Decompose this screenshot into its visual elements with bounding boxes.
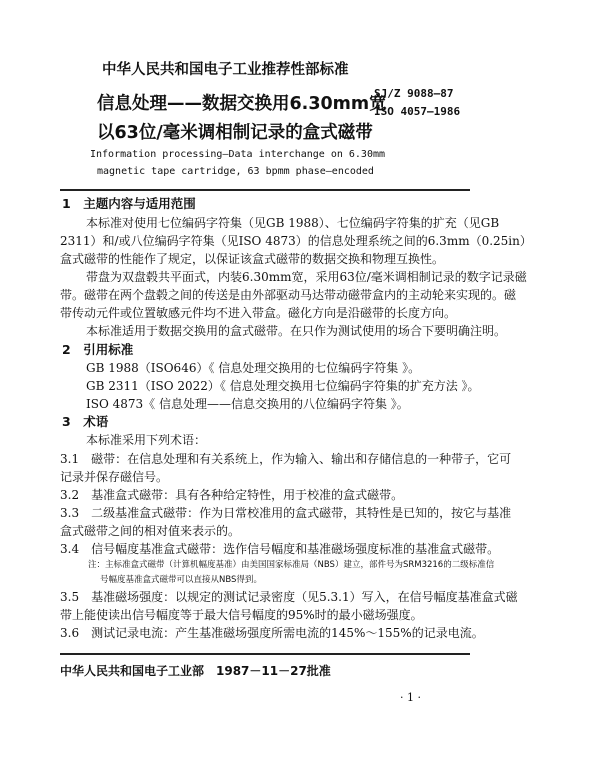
paragraph-line: 带。磁带在两个盘毂之间的传送是由外部驱动马达带动磁带盒内的主动轮来实现的。磁 bbox=[60, 288, 517, 302]
note-line: 注：主标准盒式磁带（计算机幅度基准）由美国国家标准局（NBS）建立，部件号为SRM3216的二级标准信 bbox=[88, 560, 495, 570]
reference-item: GB 1988（ISO646）《 信息处理交换用的七位编码字符集 》。 bbox=[86, 361, 421, 375]
issuer: 中华人民共和国电子工业推荐性部标准 bbox=[102, 62, 349, 78]
paragraph-line: 本标准适用于数据交换用的盒式磁带。在只作为测试使用的场合下要明确注明。 bbox=[86, 324, 507, 338]
section-3-heading: 3 术语 bbox=[62, 414, 109, 429]
page-number: · 1 · bbox=[400, 691, 421, 704]
note-line: 号幅度基准盒式磁带可以直接从NBS得到。 bbox=[100, 575, 262, 585]
term-line: 3.4 信号幅度基准盒式磁带：选作信号幅度和基准磁场强度标准的基准盒式磁带。 bbox=[60, 542, 500, 556]
term-line: 记录并保存磁信号。 bbox=[60, 470, 169, 484]
header-rule bbox=[60, 189, 470, 191]
title-en-line-2: magnetic tape cartridge, 63 bpmm phase—encoded bbox=[97, 166, 374, 177]
term-line: 3.1 磁带：在信息处理和有关系统上，作为输入、输出和存储信息的一种带子，它可 bbox=[60, 452, 512, 466]
title-en-line-1: Information processing—Data interchange on 6.30mm bbox=[90, 149, 386, 160]
paragraph-line: 盒式磁带的性能作了规定，以保证该盒式磁带的数据交换和物理互换性。 bbox=[60, 252, 445, 266]
term-line: 带上能使读出信号幅度等于最大信号幅度的95%时的最小磁场强度。 bbox=[60, 608, 423, 622]
standard-code-sj: SJ/Z 9088—87 bbox=[374, 87, 454, 100]
term-line: 3.6 测试记录电流：产生基准磁场强度所需电流的145%～155%的记录电流。 bbox=[60, 626, 484, 640]
paragraph-line: 带盘为双盘毂共平面式，内装6.30mm宽，采用63位/毫米调相制记录的数字记录磁 bbox=[86, 270, 527, 284]
paragraph-line: 2311）和/或八位编码字符集（见ISO 4873）的信息处理系统之间的6.3mm（0.25in） bbox=[60, 234, 532, 248]
footer-rule bbox=[60, 653, 470, 655]
term-line: 3.3 二级基准盒式磁带：作为日常校准用的盒式磁带，其特性是已知的，按它与基准 bbox=[60, 506, 512, 520]
term-line: 3.2 基准盒式磁带：具有各种给定特性，用于校准的盒式磁带。 bbox=[60, 488, 404, 502]
paragraph-line: 带传动元件或位置敏感元件均不进入带盒。磁化方向是沿磁带的长度方向。 bbox=[60, 306, 457, 320]
approval-line: 中华人民共和国电子工业部 1987－11－27批准 bbox=[60, 664, 331, 678]
standard-code-iso: ISO 4057—1986 bbox=[374, 105, 461, 118]
term-line: 盒式磁带之间的相对值来表示的。 bbox=[60, 524, 241, 538]
title-cn-line-1: 信息处理——数据交换用6.30mm宽 bbox=[97, 94, 387, 114]
term-line: 3.5 基准磁场强度：以规定的测试记录密度（见5.3.1）写入，在信号幅度基准盒式磁 bbox=[60, 590, 518, 604]
title-cn-line-2: 以63位/毫米调相制记录的盒式磁带 bbox=[97, 123, 373, 143]
paragraph-line: 本标准采用下列术语： bbox=[86, 433, 207, 447]
reference-item: ISO 4873《 信息处理——信息交换用的八位编码字符集 》。 bbox=[86, 397, 409, 411]
paragraph-line: 本标准对使用七位编码字符集（见GB 1988）、七位编码字符集的扩充（见GB bbox=[86, 216, 500, 230]
section-2-heading: 2 引用标准 bbox=[62, 342, 134, 357]
section-1-heading: 1 主题内容与适用范围 bbox=[62, 196, 196, 211]
reference-item: GB 2311（ISO 2022）《 信息处理交换用七位编码字符集的扩充方法 》。 bbox=[86, 379, 480, 393]
